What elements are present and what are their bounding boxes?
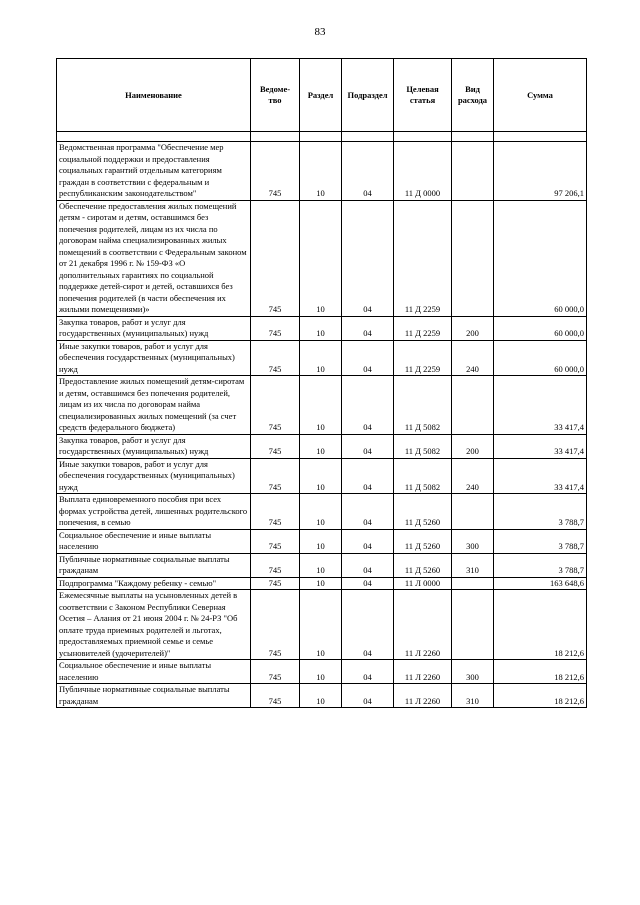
table-body bbox=[57, 142, 587, 708]
cell-razdel: 10 bbox=[300, 200, 342, 316]
cell-celevaya-statya: 11 Л 2260 bbox=[394, 660, 452, 684]
cell-summa: 60 000,0 bbox=[494, 316, 587, 340]
cell-vid-raskhoda: 200 bbox=[452, 316, 494, 340]
cell-podrazdel: 04 bbox=[342, 684, 394, 708]
cell-vedomstvo: 745 bbox=[251, 660, 300, 684]
table-row bbox=[57, 529, 587, 553]
cell-vid-raskhoda: 240 bbox=[452, 458, 494, 494]
cell-podrazdel: 04 bbox=[342, 553, 394, 577]
table-row bbox=[57, 458, 587, 494]
cell-celevaya-statya: 11 Д 2259 bbox=[394, 316, 452, 340]
budget-table bbox=[56, 58, 587, 708]
cell-name: Ежемесячные выплаты на усыновленных детей в соответствии с Законом Республики Северная Осетия – Алания от 21 июня 2004 г. № 24-РЗ "Об оплате труда приемных родителей и льготах, предоставляемых приемной семье и семье усыновителей (удочерителей)" bbox=[57, 590, 251, 660]
cell-celevaya-statya: 11 Д 5260 bbox=[394, 553, 452, 577]
cell-podrazdel: 04 bbox=[342, 434, 394, 458]
cell-name: Подпрограмма "Каждому ребенку - семью" bbox=[57, 577, 251, 590]
cell-podrazdel: 04 bbox=[342, 376, 394, 435]
cell-summa: 18 212,6 bbox=[494, 660, 587, 684]
table-row bbox=[57, 434, 587, 458]
cell-razdel: 10 bbox=[300, 458, 342, 494]
cell-vid-raskhoda: 240 bbox=[452, 340, 494, 376]
table-row bbox=[57, 684, 587, 708]
cell-podrazdel: 04 bbox=[342, 458, 394, 494]
cell-razdel: 10 bbox=[300, 340, 342, 376]
cell-name: Закупка товаров, работ и услуг для государственных (муниципальных) нужд bbox=[57, 316, 251, 340]
cell-celevaya-statya: 11 Д 2259 bbox=[394, 340, 452, 376]
cell-celevaya-statya: 11 Д 5082 bbox=[394, 376, 452, 435]
cell-vid-raskhoda bbox=[452, 590, 494, 660]
table-row bbox=[57, 590, 587, 660]
cell-name: Предоставление жилых помещений детям-сиротам и детям, оставшимся без попечения родителей, лицам из их числа по договорам найма специализированных жилых помещений (за счет средств федерального бюджета) bbox=[57, 376, 251, 435]
cell-vid-raskhoda: 300 bbox=[452, 529, 494, 553]
cell-vedomstvo: 745 bbox=[251, 529, 300, 553]
cell-celevaya-statya: 11 Д 2259 bbox=[394, 200, 452, 316]
table-row bbox=[57, 340, 587, 376]
cell-summa: 18 212,6 bbox=[494, 590, 587, 660]
cell-vedomstvo: 745 bbox=[251, 590, 300, 660]
cell-podrazdel: 04 bbox=[342, 340, 394, 376]
cell-name: Социальное обеспечение и иные выплаты населению bbox=[57, 660, 251, 684]
cell-razdel: 10 bbox=[300, 577, 342, 590]
cell-podrazdel: 04 bbox=[342, 660, 394, 684]
cell-summa: 3 788,7 bbox=[494, 529, 587, 553]
table-row bbox=[57, 577, 587, 590]
header-podrazdel: Подраздел bbox=[342, 59, 394, 132]
table-row bbox=[57, 553, 587, 577]
table-row bbox=[57, 660, 587, 684]
cell-vedomstvo: 745 bbox=[251, 684, 300, 708]
cell-razdel: 10 bbox=[300, 590, 342, 660]
cell-celevaya-statya: 11 Д 5260 bbox=[394, 529, 452, 553]
cell-name: Социальное обеспечение и иные выплаты населению bbox=[57, 529, 251, 553]
cell-vid-raskhoda: 300 bbox=[452, 660, 494, 684]
cell-celevaya-statya: 11 Д 0000 bbox=[394, 142, 452, 201]
cell-celevaya-statya: 11 Д 5082 bbox=[394, 458, 452, 494]
cell-vedomstvo: 745 bbox=[251, 577, 300, 590]
cell-vedomstvo: 745 bbox=[251, 316, 300, 340]
cell-summa: 33 417,4 bbox=[494, 376, 587, 435]
cell-vedomstvo: 745 bbox=[251, 494, 300, 530]
cell-celevaya-statya: 11 Д 5082 bbox=[394, 434, 452, 458]
cell-vid-raskhoda: 310 bbox=[452, 684, 494, 708]
cell-vid-raskhoda bbox=[452, 142, 494, 201]
cell-name: Закупка товаров, работ и услуг для государственных (муниципальных) нужд bbox=[57, 434, 251, 458]
cell-name: Иные закупки товаров, работ и услуг для обеспечения государственных (муниципальных) нужд bbox=[57, 458, 251, 494]
header-celevaya-statya: Целевая статья bbox=[394, 59, 452, 132]
header-spacer-row bbox=[57, 132, 587, 142]
cell-summa: 33 417,4 bbox=[494, 458, 587, 494]
cell-razdel: 10 bbox=[300, 660, 342, 684]
cell-summa: 60 000,0 bbox=[494, 200, 587, 316]
header-name: Наименование bbox=[57, 59, 251, 132]
cell-razdel: 10 bbox=[300, 529, 342, 553]
cell-summa: 3 788,7 bbox=[494, 553, 587, 577]
table-row bbox=[57, 142, 587, 201]
cell-podrazdel: 04 bbox=[342, 494, 394, 530]
header-vid-raskhoda: Вид расхода bbox=[452, 59, 494, 132]
cell-razdel: 10 bbox=[300, 553, 342, 577]
cell-podrazdel: 04 bbox=[342, 577, 394, 590]
cell-podrazdel: 04 bbox=[342, 200, 394, 316]
cell-podrazdel: 04 bbox=[342, 590, 394, 660]
cell-razdel: 10 bbox=[300, 376, 342, 435]
cell-summa: 18 212,6 bbox=[494, 684, 587, 708]
cell-razdel: 10 bbox=[300, 434, 342, 458]
cell-summa: 3 788,7 bbox=[494, 494, 587, 530]
cell-podrazdel: 04 bbox=[342, 142, 394, 201]
cell-summa: 60 000,0 bbox=[494, 340, 587, 376]
header-summa: Сумма bbox=[494, 59, 587, 132]
table-header bbox=[57, 59, 587, 142]
cell-podrazdel: 04 bbox=[342, 529, 394, 553]
header-vedomstvo: Ведоме- тво bbox=[251, 59, 300, 132]
table-row bbox=[57, 494, 587, 530]
cell-summa: 163 648,6 bbox=[494, 577, 587, 590]
page-number: 83 bbox=[314, 26, 326, 38]
cell-vedomstvo: 745 bbox=[251, 434, 300, 458]
cell-vid-raskhoda bbox=[452, 200, 494, 316]
cell-vedomstvo: 745 bbox=[251, 142, 300, 201]
cell-name: Обеспечение предоставления жилых помещений детям - сиротам и детям, оставшимся без попечения родителей, лицам из их числа по договорам найма специализированных жилых помещений в соответствии с Федеральным законом от 21 декабря 1996 г. № 159-ФЗ «О дополнительных гарантиях по социальной поддержке детей-сирот и детей, оставшихся без попечения родителей (в части обеспечения их жилыми помещениями)» bbox=[57, 200, 251, 316]
cell-razdel: 10 bbox=[300, 494, 342, 530]
cell-vid-raskhoda bbox=[452, 376, 494, 435]
cell-name: Публичные нормативные социальные выплаты гражданам bbox=[57, 553, 251, 577]
header-razdel: Раздел bbox=[300, 59, 342, 132]
cell-vedomstvo: 745 bbox=[251, 376, 300, 435]
cell-name: Выплата единовременного пособия при всех формах устройства детей, лишенных родительского попечения, в семью bbox=[57, 494, 251, 530]
cell-vid-raskhoda: 310 bbox=[452, 553, 494, 577]
cell-name: Ведомственная программа "Обеспечение мер социальной поддержки и предоставления социальных гарантий отдельным категориям граждан в соответствии с федеральным и республиканским законодательством" bbox=[57, 142, 251, 201]
cell-razdel: 10 bbox=[300, 316, 342, 340]
table-row bbox=[57, 200, 587, 316]
cell-name: Иные закупки товаров, работ и услуг для обеспечения государственных (муниципальных) нужд bbox=[57, 340, 251, 376]
cell-summa: 97 206,1 bbox=[494, 142, 587, 201]
cell-vedomstvo: 745 bbox=[251, 553, 300, 577]
cell-razdel: 10 bbox=[300, 684, 342, 708]
cell-name: Публичные нормативные социальные выплаты гражданам bbox=[57, 684, 251, 708]
cell-vid-raskhoda: 200 bbox=[452, 434, 494, 458]
table-row bbox=[57, 316, 587, 340]
cell-celevaya-statya: 11 Л 0000 bbox=[394, 577, 452, 590]
cell-vedomstvo: 745 bbox=[251, 200, 300, 316]
cell-razdel: 10 bbox=[300, 142, 342, 201]
cell-celevaya-statya: 11 Л 2260 bbox=[394, 590, 452, 660]
cell-podrazdel: 04 bbox=[342, 316, 394, 340]
cell-vedomstvo: 745 bbox=[251, 340, 300, 376]
cell-celevaya-statya: 11 Л 2260 bbox=[394, 684, 452, 708]
cell-vid-raskhoda bbox=[452, 494, 494, 530]
cell-vid-raskhoda bbox=[452, 577, 494, 590]
cell-celevaya-statya: 11 Д 5260 bbox=[394, 494, 452, 530]
cell-summa: 33 417,4 bbox=[494, 434, 587, 458]
table-row bbox=[57, 376, 587, 435]
cell-vedomstvo: 745 bbox=[251, 458, 300, 494]
